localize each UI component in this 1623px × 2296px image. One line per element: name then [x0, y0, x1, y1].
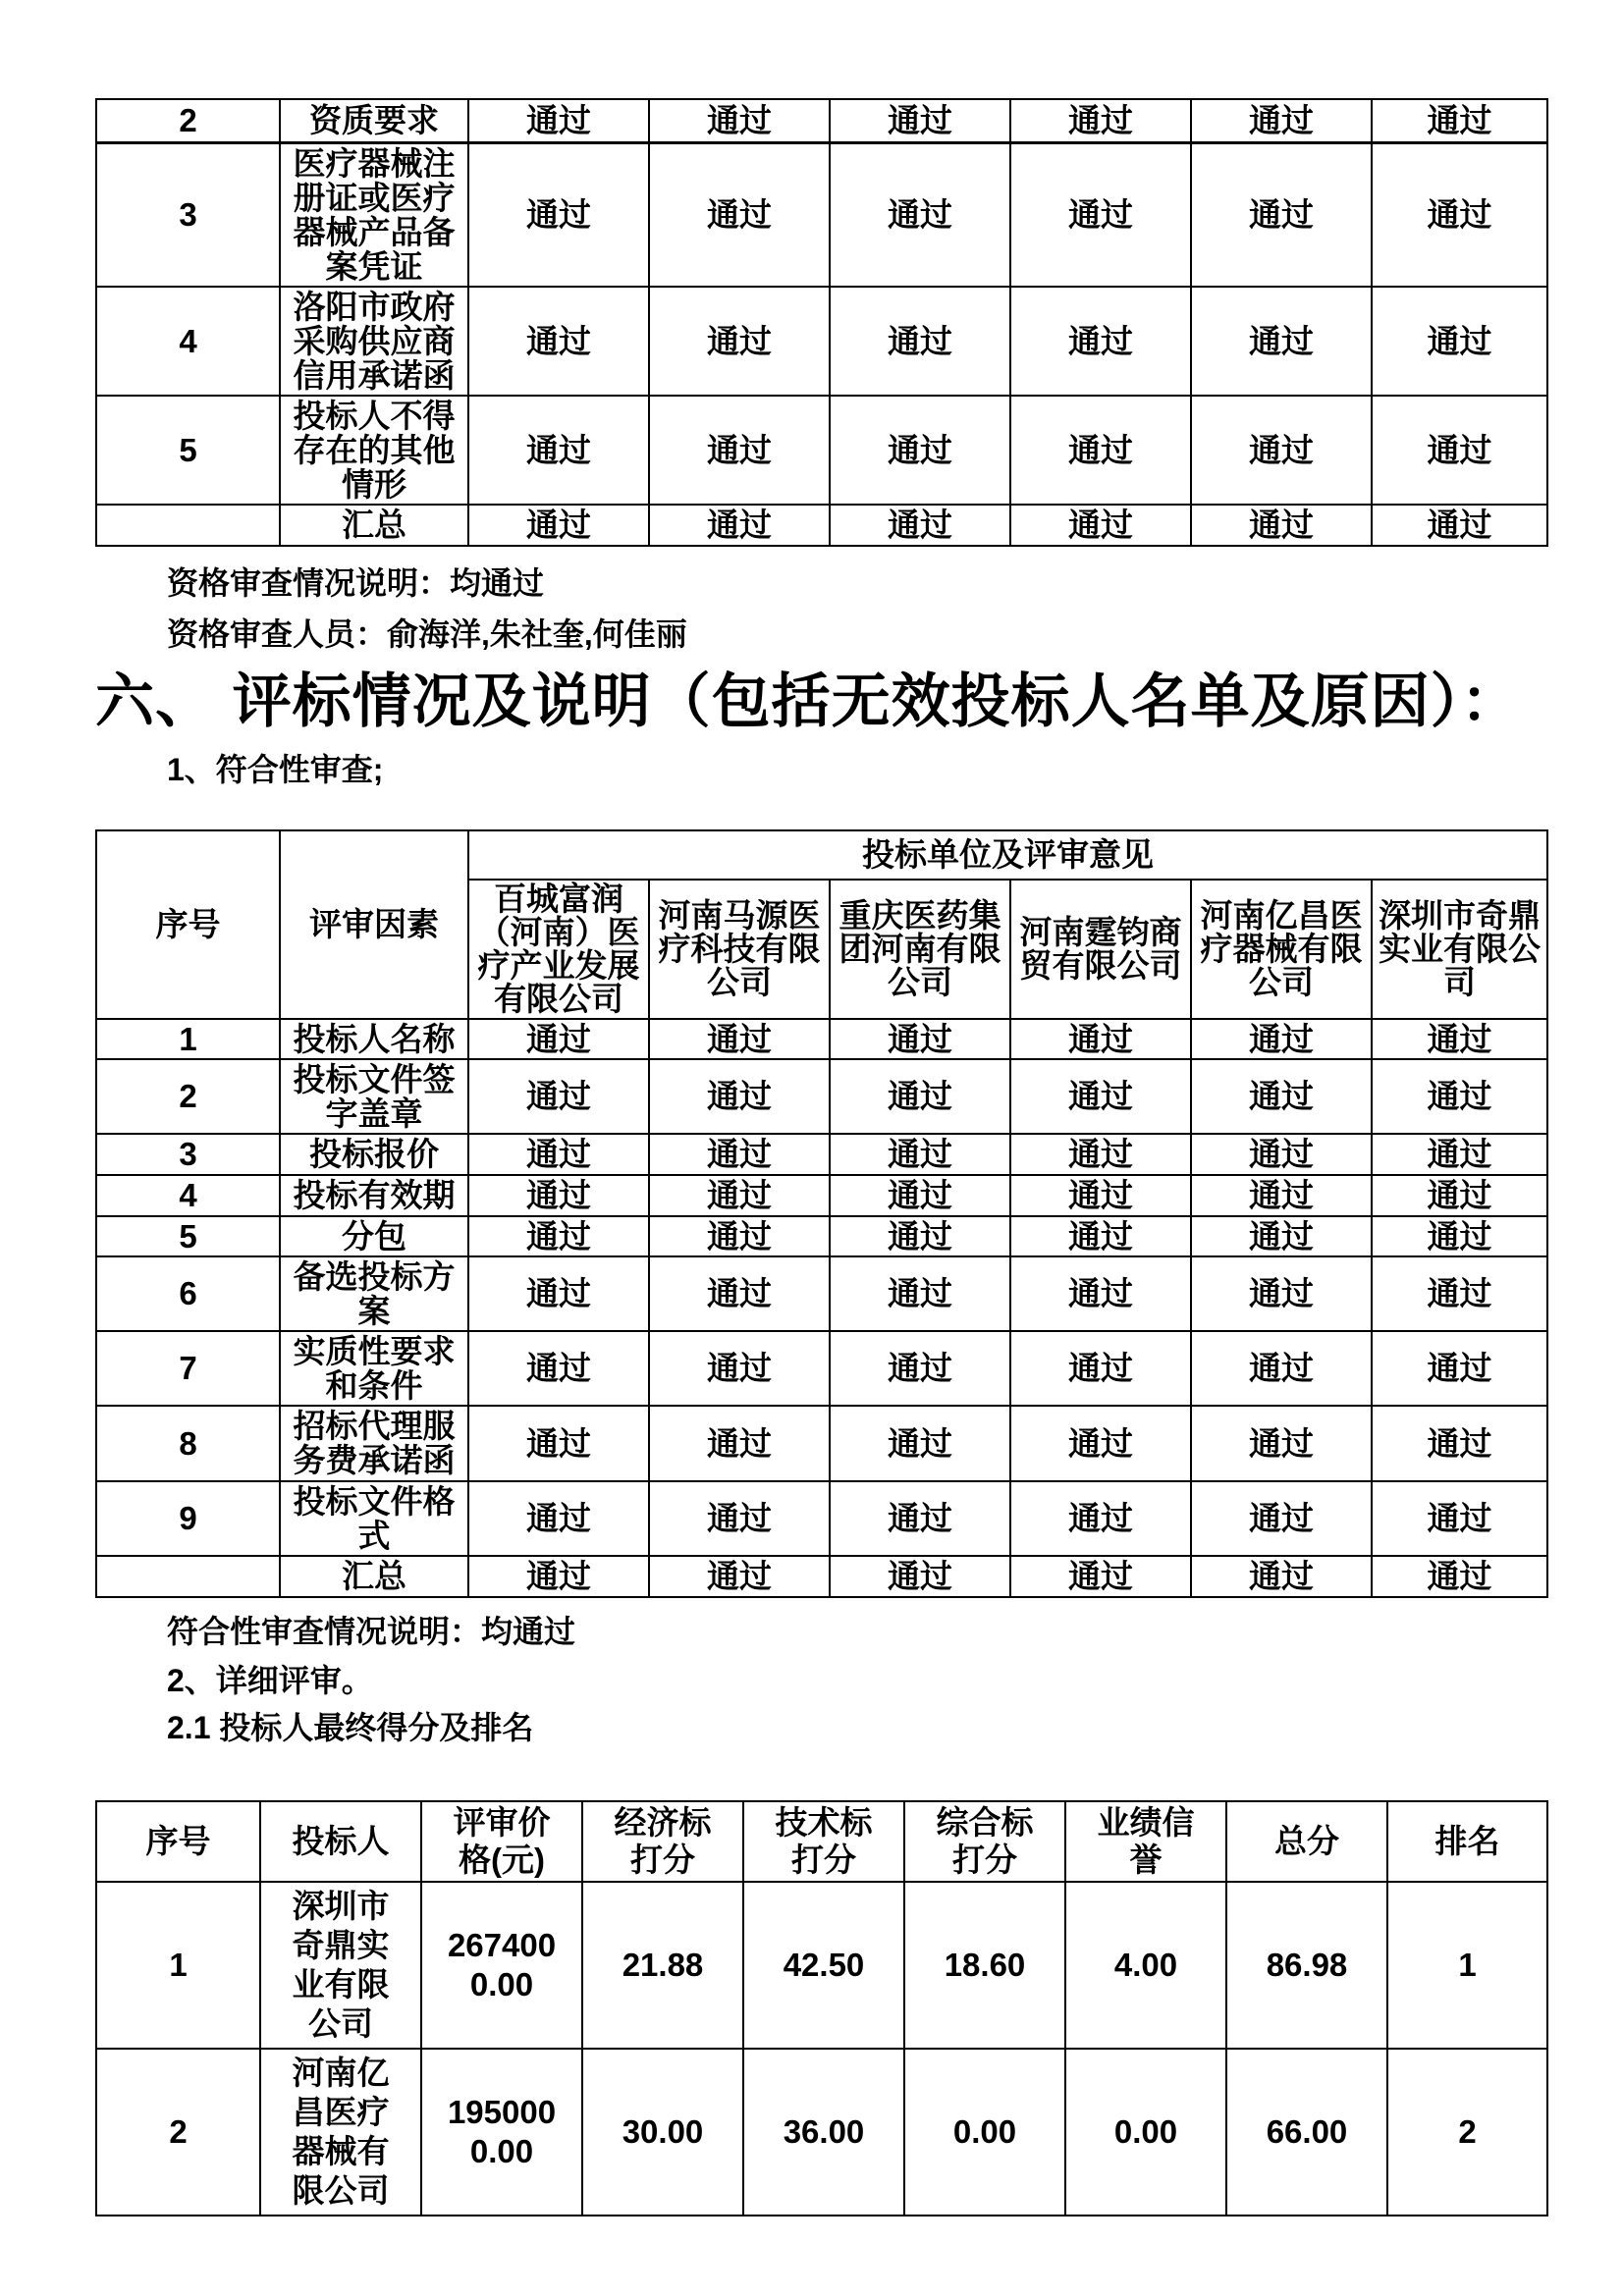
result-cell: 通过	[1191, 287, 1372, 396]
result-cell: 通过	[468, 1216, 649, 1256]
result-cell: 通过	[468, 1134, 649, 1175]
factor-cell: 资质要求	[280, 99, 468, 142]
comprehensive-score-cell: 18.60	[904, 1882, 1065, 2049]
result-cell: 通过	[1010, 1406, 1191, 1481]
score-col-header: 序号	[96, 1801, 260, 1882]
result-cell: 通过	[1010, 99, 1191, 142]
result-cell: 通过	[830, 1175, 1010, 1216]
result-cell: 通过	[1191, 1481, 1372, 1556]
result-cell: 通过	[649, 1175, 830, 1216]
row-no-cell: 7	[96, 1331, 280, 1406]
result-cell: 通过	[1191, 1134, 1372, 1175]
row-no-cell: 1	[96, 1882, 260, 2049]
result-cell: 通过	[1372, 505, 1547, 546]
result-cell: 通过	[1010, 1134, 1191, 1175]
subsection-1-label: 1、符合性审查;	[167, 751, 384, 787]
qualification-staff: 资格审查人员：俞海洋,朱社奎,何佳丽	[167, 615, 687, 652]
result-cell: 通过	[830, 287, 1010, 396]
result-cell: 通过	[830, 1331, 1010, 1406]
result-cell: 通过	[1191, 1556, 1372, 1597]
result-cell: 通过	[1191, 1216, 1372, 1256]
score-col-header: 投标人	[260, 1801, 421, 1882]
result-cell: 通过	[468, 287, 649, 396]
result-cell: 通过	[1191, 505, 1372, 546]
row-no-cell: 2	[96, 1059, 280, 1134]
result-cell: 通过	[649, 1556, 830, 1597]
factor-cell: 投标文件格式	[280, 1481, 468, 1556]
table-row	[96, 1019, 1547, 1059]
result-cell: 通过	[468, 505, 649, 546]
result-cell: 通过	[1010, 1481, 1191, 1556]
result-cell: 通过	[1372, 396, 1547, 505]
score-col-header: 总分	[1226, 1801, 1387, 1882]
result-cell: 通过	[830, 142, 1010, 287]
performance-credit-cell: 4.00	[1065, 1882, 1226, 2049]
factor-cell: 洛阳市政府采购供应商信用承诺函	[280, 287, 468, 396]
result-cell: 通过	[1010, 1059, 1191, 1134]
score-col-header: 综合标打分	[904, 1801, 1065, 1882]
result-cell: 通过	[649, 1019, 830, 1059]
row-no-cell: 4	[96, 1175, 280, 1216]
result-cell: 通过	[830, 1556, 1010, 1597]
row-no-cell: 4	[96, 287, 280, 396]
result-cell: 通过	[1191, 1019, 1372, 1059]
compliance-note: 符合性审查情况说明：均通过	[167, 1613, 576, 1649]
result-cell: 通过	[830, 99, 1010, 142]
technical-score-cell: 36.00	[743, 2049, 904, 2216]
score-col-header: 技术标打分	[743, 1801, 904, 1882]
result-cell: 通过	[468, 1556, 649, 1597]
row-no-cell: 5	[96, 1216, 280, 1256]
result-cell: 通过	[1010, 1331, 1191, 1406]
result-cell: 通过	[830, 1256, 1010, 1331]
rank-cell: 2	[1387, 2049, 1547, 2216]
result-cell: 通过	[1010, 1175, 1191, 1216]
row-no-cell: 3	[96, 1134, 280, 1175]
result-cell: 通过	[1010, 396, 1191, 505]
factor-cell: 医疗器械注册证或医疗器械产品备案凭证	[280, 142, 468, 287]
result-cell: 通过	[1191, 396, 1372, 505]
result-cell: 通过	[1010, 1216, 1191, 1256]
factor-cell: 备选投标方案	[280, 1256, 468, 1331]
result-cell: 通过	[649, 505, 830, 546]
result-cell: 通过	[1372, 99, 1547, 142]
table-row	[96, 2049, 1547, 2216]
result-cell: 通过	[649, 142, 830, 287]
result-cell: 通过	[1010, 1256, 1191, 1331]
table-row	[96, 505, 1547, 546]
result-cell: 通过	[649, 99, 830, 142]
result-cell: 通过	[468, 142, 649, 287]
table-row	[96, 142, 1547, 287]
score-col-header: 排名	[1387, 1801, 1547, 1882]
table-row	[96, 1331, 1547, 1406]
result-cell: 通过	[830, 1134, 1010, 1175]
result-cell: 通过	[649, 287, 830, 396]
result-cell: 通过	[649, 1134, 830, 1175]
table-row	[96, 1256, 1547, 1331]
compliance-review-table	[95, 829, 1548, 1598]
factor-cell: 投标报价	[280, 1134, 468, 1175]
row-no-cell	[96, 505, 280, 546]
result-cell: 通过	[830, 396, 1010, 505]
result-cell: 通过	[649, 1406, 830, 1481]
result-cell: 通过	[468, 396, 649, 505]
col-header-no: 序号	[96, 830, 280, 1019]
result-cell: 通过	[649, 1481, 830, 1556]
result-cell: 通过	[830, 1216, 1010, 1256]
result-cell: 通过	[468, 1175, 649, 1216]
comprehensive-score-cell: 0.00	[904, 2049, 1065, 2216]
result-cell: 通过	[830, 1059, 1010, 1134]
result-cell: 通过	[1191, 142, 1372, 287]
economic-score-cell: 21.88	[582, 1882, 743, 2049]
factor-cell: 投标人不得存在的其他情形	[280, 396, 468, 505]
col-header-bidders-span: 投标单位及评审意见	[468, 830, 1547, 880]
result-cell: 通过	[1372, 1406, 1547, 1481]
table-row	[96, 1406, 1547, 1481]
result-cell: 通过	[1372, 1331, 1547, 1406]
table-row	[96, 1481, 1547, 1556]
table-row	[96, 99, 1547, 142]
result-cell: 通过	[468, 1331, 649, 1406]
result-cell: 通过	[1372, 1216, 1547, 1256]
company-header-cell: 河南马源医疗科技有限公司	[649, 880, 830, 1019]
price-cell: 1950000.00	[421, 2049, 582, 2216]
result-cell: 通过	[468, 1481, 649, 1556]
result-cell: 通过	[1372, 287, 1547, 396]
result-cell: 通过	[649, 1331, 830, 1406]
section-heading: 六、 评标情况及说明（包括无效投标人名单及原因）：	[95, 667, 1521, 734]
table-header-row	[96, 830, 1547, 880]
result-cell: 通过	[1191, 1175, 1372, 1216]
table-row	[96, 1175, 1547, 1216]
factor-cell: 招标代理服务费承诺函	[280, 1406, 468, 1481]
row-no-cell: 1	[96, 1019, 280, 1059]
result-cell: 通过	[830, 505, 1010, 546]
result-cell: 通过	[1010, 1019, 1191, 1059]
factor-cell: 汇总	[280, 1556, 468, 1597]
result-cell: 通过	[1010, 287, 1191, 396]
performance-credit-cell: 0.00	[1065, 2049, 1226, 2216]
bidder-cell: 河南亿昌医疗器械有限公司	[260, 2049, 421, 2216]
result-cell: 通过	[468, 1059, 649, 1134]
result-cell: 通过	[1372, 1059, 1547, 1134]
result-cell: 通过	[1372, 1019, 1547, 1059]
bidder-cell: 深圳市奇鼎实业有限公司	[260, 1882, 421, 2049]
row-no-cell: 3	[96, 142, 280, 287]
subsection-2-label: 2、详细评审。	[167, 1662, 373, 1698]
result-cell: 通过	[649, 396, 830, 505]
result-cell: 通过	[1372, 142, 1547, 287]
table-row	[96, 287, 1547, 396]
final-score-table	[95, 1800, 1548, 2216]
result-cell: 通过	[830, 1406, 1010, 1481]
price-cell: 2674000.00	[421, 1882, 582, 2049]
factor-cell: 汇总	[280, 505, 468, 546]
economic-score-cell: 30.00	[582, 2049, 743, 2216]
result-cell: 通过	[1372, 1556, 1547, 1597]
result-cell: 通过	[1191, 1331, 1372, 1406]
table-row	[96, 1216, 1547, 1256]
result-cell: 通过	[649, 1059, 830, 1134]
result-cell: 通过	[830, 1019, 1010, 1059]
total-score-cell: 66.00	[1226, 2049, 1387, 2216]
table-row	[96, 396, 1547, 505]
score-col-header: 评审价格(元)	[421, 1801, 582, 1882]
result-cell: 通过	[1372, 1256, 1547, 1331]
row-no-cell	[96, 1556, 280, 1597]
row-no-cell: 6	[96, 1256, 280, 1331]
company-header-cell: 深圳市奇鼎实业有限公司	[1372, 880, 1547, 1019]
table-row	[96, 1059, 1547, 1134]
row-no-cell: 8	[96, 1406, 280, 1481]
result-cell: 通过	[649, 1216, 830, 1256]
result-cell: 通过	[1010, 142, 1191, 287]
table-row	[96, 1556, 1547, 1597]
result-cell: 通过	[468, 1256, 649, 1331]
row-no-cell: 5	[96, 396, 280, 505]
result-cell: 通过	[1191, 1059, 1372, 1134]
score-col-header: 业绩信誉	[1065, 1801, 1226, 1882]
result-cell: 通过	[830, 1481, 1010, 1556]
result-cell: 通过	[1372, 1134, 1547, 1175]
factor-cell: 投标有效期	[280, 1175, 468, 1216]
table-row	[96, 1882, 1547, 2049]
total-score-cell: 86.98	[1226, 1882, 1387, 2049]
factor-cell: 分包	[280, 1216, 468, 1256]
table-row	[96, 1134, 1547, 1175]
row-no-cell: 9	[96, 1481, 280, 1556]
company-header-cell: 重庆医药集团河南有限公司	[830, 880, 1010, 1019]
col-header-factor: 评审因素	[280, 830, 468, 1019]
result-cell: 通过	[1372, 1481, 1547, 1556]
qualification-review-table	[95, 98, 1548, 547]
result-cell: 通过	[1191, 99, 1372, 142]
company-header-cell: 河南霆钧商贸有限公司	[1010, 880, 1191, 1019]
score-col-header: 经济标打分	[582, 1801, 743, 1882]
qualification-note: 资格审查情况说明：均通过	[167, 564, 545, 601]
technical-score-cell: 42.50	[743, 1882, 904, 2049]
factor-cell: 投标文件签字盖章	[280, 1059, 468, 1134]
rank-cell: 1	[1387, 1882, 1547, 2049]
company-header-cell: 百城富润（河南）医疗产业发展有限公司	[468, 880, 649, 1019]
result-cell: 通过	[1372, 1175, 1547, 1216]
company-header-cell: 河南亿昌医疗器械有限公司	[1191, 880, 1372, 1019]
factor-cell: 实质性要求和条件	[280, 1331, 468, 1406]
factor-cell: 投标人名称	[280, 1019, 468, 1059]
result-cell: 通过	[1191, 1256, 1372, 1331]
result-cell: 通过	[1010, 1556, 1191, 1597]
result-cell: 通过	[468, 99, 649, 142]
row-no-cell: 2	[96, 2049, 260, 2216]
result-cell: 通过	[1010, 505, 1191, 546]
row-no-cell: 2	[96, 99, 280, 142]
result-cell: 通过	[468, 1019, 649, 1059]
result-cell: 通过	[468, 1406, 649, 1481]
subsection-2-1-label: 2.1 投标人最终得分及排名	[167, 1709, 534, 1745]
result-cell: 通过	[649, 1256, 830, 1331]
table-header-row	[96, 1801, 1547, 1882]
result-cell: 通过	[1191, 1406, 1372, 1481]
